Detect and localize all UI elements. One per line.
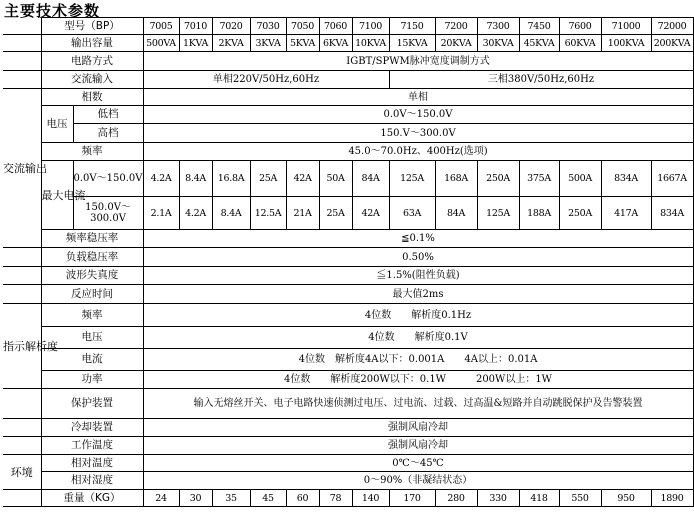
work-temp-row: [3, 437, 693, 455]
capacity-cell: 3KVA: [250, 35, 286, 52]
circuit-row: [3, 52, 693, 71]
phase-label: 相数: [41, 89, 143, 106]
model-row: [3, 18, 693, 35]
circuit-label: 电路方式: [41, 52, 143, 71]
low-label: 低档: [73, 106, 143, 124]
current-cell: 25A: [319, 197, 352, 230]
ind-power-value: 4位数 解析度200W以下：0.1W 200W以上：1W: [143, 371, 693, 389]
capacity-cell: 20KVA: [435, 35, 477, 52]
model-cell: 7050: [286, 18, 319, 35]
current-cell: 250A: [477, 161, 519, 197]
load-stab-value: 0.50%: [143, 248, 693, 267]
voltage-label: 电压: [41, 106, 73, 143]
ind-freq-value: 4位数 解析度0.1Hz: [143, 304, 693, 327]
low-value: 0.0V～150.0V: [143, 106, 693, 124]
model-cell: 7060: [319, 18, 352, 35]
page-title: 主要技术参数: [4, 2, 101, 20]
current-cell: 8.4A: [212, 197, 250, 230]
ind-curr-label: 电流: [41, 349, 143, 371]
current-cell: 125A: [477, 197, 519, 230]
ac-input-row: [3, 71, 693, 89]
response-value: 最大值2ms: [143, 285, 693, 304]
current-cell: 50A: [319, 161, 352, 197]
ind-freq-row: [3, 304, 693, 327]
capacity-cell: 500VA: [143, 35, 179, 52]
rel-humid-value: 0～90%（非凝结状态）: [143, 472, 693, 490]
ind-volt-row: [3, 327, 693, 349]
current-cell: 8.4A: [179, 161, 212, 197]
rel-temp-row: [3, 455, 693, 472]
weight-cell: 280: [435, 490, 477, 507]
capacity-cell: 200KVA: [651, 35, 693, 52]
cooling-label: 冷却装置: [41, 419, 143, 437]
response-label: 反应时间: [41, 285, 143, 304]
ind-volt-label: 电压: [41, 327, 143, 349]
current-cell: 250A: [559, 197, 601, 230]
current-cell: 84A: [352, 161, 389, 197]
work-temp-value: 强制风扇冷却: [143, 437, 693, 455]
weight-cell: 950: [601, 490, 651, 507]
capacity-row: [3, 35, 693, 52]
freq-stab-value: ≦0.1%: [143, 230, 693, 248]
capacity-cell: 100KVA: [601, 35, 651, 52]
model-cell: 7200: [435, 18, 477, 35]
weight-cell: 45: [250, 490, 286, 507]
ind-volt-value: 4位数 解析度0.1V: [143, 327, 693, 349]
protection-row: [3, 389, 693, 419]
ac-input-three: 三相380V/50Hz,60Hz: [389, 71, 693, 89]
ind-power-label: 功率: [41, 371, 143, 389]
high-value: 150.V～300.0V: [143, 124, 693, 143]
model-cell: 71000: [601, 18, 651, 35]
protection-value: 输入无熔丝开关、电子电路快速侦测过电压、过电流、过载、过高温&短路并自动跳脱保护及告警装置: [143, 389, 693, 419]
range1-label: 0.0V～150.0V: [73, 161, 143, 197]
current-cell: 1667A: [651, 161, 693, 197]
phase-value: 单相: [143, 89, 693, 106]
current-cell: 4.2A: [179, 197, 212, 230]
rel-humid-row: [3, 472, 693, 490]
current-cell: 125A: [389, 161, 435, 197]
capacity-cell: 2KVA: [212, 35, 250, 52]
weight-cell: 78: [319, 490, 352, 507]
distortion-row: [3, 267, 693, 285]
weight-cell: 24: [143, 490, 179, 507]
capacity-cell: 6KVA: [319, 35, 352, 52]
distortion-label: 波形失真度: [41, 267, 143, 285]
current-cell: 188A: [519, 197, 559, 230]
current-cell: 168A: [435, 161, 477, 197]
ac-input-label: 交流输入: [41, 71, 143, 89]
weight-row: [3, 490, 693, 507]
rel-temp-label: 相对温度: [41, 455, 143, 472]
frequency-row: [3, 143, 693, 161]
weight-cell: 30: [179, 490, 212, 507]
current-cell: 500A: [559, 161, 601, 197]
cooling-row: [3, 419, 693, 437]
cooling-value: 强制风扇冷却: [143, 419, 693, 437]
current-cell: 375A: [519, 161, 559, 197]
current-cell: 63A: [389, 197, 435, 230]
current-cell: 25A: [250, 161, 286, 197]
model-cell: 7450: [519, 18, 559, 35]
current-cell: 4.2A: [143, 161, 179, 197]
work-temp-label: 工作温度: [41, 437, 143, 455]
model-cell: 7300: [477, 18, 519, 35]
ind-curr-value: 4位数 解析度4A以下：0.001A 4A以上：0.01A: [143, 349, 693, 371]
response-row: [3, 285, 693, 304]
weight-cell: 60: [286, 490, 319, 507]
model-cell: 7005: [143, 18, 179, 35]
load-stab-row: [3, 248, 693, 267]
weight-cell: 140: [352, 490, 389, 507]
capacity-cell: 45KVA: [519, 35, 559, 52]
capacity-cell: 15KVA: [389, 35, 435, 52]
current-cell: 21A: [286, 197, 319, 230]
distortion-value: ≦1.5%(阻性负载): [143, 267, 693, 285]
capacity-cell: 60KVA: [559, 35, 601, 52]
current-cell: 84A: [435, 197, 477, 230]
current-cell: 2.1A: [143, 197, 179, 230]
ind-freq-label: 频率: [41, 304, 143, 327]
phase-row: [3, 89, 693, 106]
current-cell: 834A: [601, 161, 651, 197]
voltage-low-row: [3, 106, 693, 124]
current-cell: 417A: [601, 197, 651, 230]
protection-label: 保护装置: [41, 389, 143, 419]
rel-humid-label: 相对湿度: [41, 472, 143, 490]
rel-temp-value: 0℃～45℃: [143, 455, 693, 472]
model-cell: 7010: [179, 18, 212, 35]
max-current-label: 最大电流: [41, 161, 73, 230]
range2-label: 150.0V～300.0V: [73, 197, 143, 230]
capacity-cell: 5KVA: [286, 35, 319, 52]
model-cell: 7030: [250, 18, 286, 35]
load-stab-label: 负载稳压率: [41, 248, 143, 267]
max-current-row-2: [3, 197, 693, 230]
capacity-cell: 1KVA: [179, 35, 212, 52]
freq-value: 45.0～70.0Hz、400Hz(选项): [143, 143, 693, 161]
weight-cell: 418: [519, 490, 559, 507]
freq-label: 频率: [41, 143, 143, 161]
current-cell: 42A: [286, 161, 319, 197]
freq-stab-label: 频率稳压率: [41, 230, 143, 248]
ac-output-group: 交流输出: [3, 89, 41, 248]
capacity-cell: 10KVA: [352, 35, 389, 52]
current-cell: 42A: [352, 197, 389, 230]
weight-label: 重量（KG）: [41, 490, 143, 507]
weight-cell: 35: [212, 490, 250, 507]
model-cell: 7600: [559, 18, 601, 35]
voltage-high-row: [3, 124, 693, 143]
freq-stab-row: [3, 230, 693, 248]
ac-input-single: 单相220V/50Hz,60Hz: [143, 71, 389, 89]
weight-cell: 1890: [651, 490, 693, 507]
max-current-row-1: [3, 161, 693, 197]
corner-cell: [3, 18, 41, 35]
ind-curr-row: [3, 349, 693, 371]
current-cell: 16.8A: [212, 161, 250, 197]
model-cell: 7150: [389, 18, 435, 35]
env-group: 环境: [3, 455, 41, 490]
current-cell: 834A: [651, 197, 693, 230]
model-cell: 7100: [352, 18, 389, 35]
capacity-cell: 30KVA: [477, 35, 519, 52]
model-cell: 72000: [651, 18, 693, 35]
circuit-value: IGBT/SPWM脉冲宽度调制方式: [143, 52, 693, 71]
ind-power-row: [3, 371, 693, 389]
current-cell: 12.5A: [250, 197, 286, 230]
model-cell: 7020: [212, 18, 250, 35]
weight-cell: 330: [477, 490, 519, 507]
capacity-label: 输出容量: [41, 35, 143, 52]
weight-cell: 170: [389, 490, 435, 507]
weight-cell: 550: [559, 490, 601, 507]
high-label: 高档: [73, 124, 143, 143]
indicator-group: 指示解析度: [3, 304, 41, 389]
model-label: 型号（BP）: [41, 18, 143, 35]
spec-table: [3, 17, 694, 507]
